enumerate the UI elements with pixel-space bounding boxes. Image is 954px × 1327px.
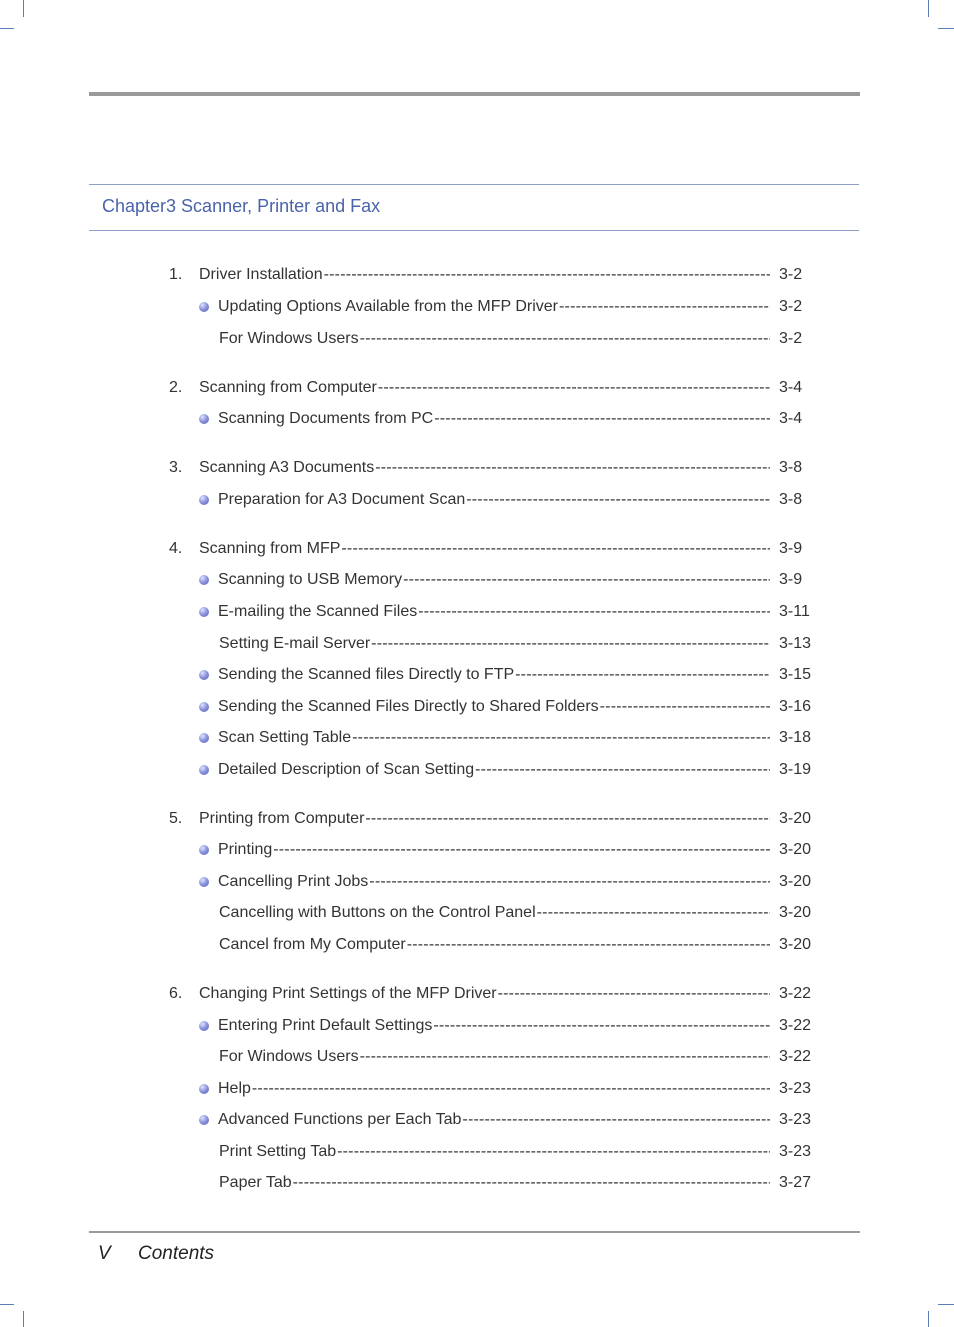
toc-entry-title: Changing Print Settings of the MFP Driver bbox=[199, 985, 497, 1002]
toc-dot-leader bbox=[273, 840, 770, 860]
toc-dot-leader bbox=[537, 903, 770, 923]
toc-dot-leader bbox=[252, 1079, 770, 1099]
toc-entry-title: Preparation for A3 Document Scan bbox=[218, 491, 466, 508]
toc-entry-title: Scan Setting Table bbox=[218, 729, 352, 746]
footer-label: Contents bbox=[138, 1243, 215, 1264]
toc-dot-leader bbox=[365, 809, 770, 829]
toc-entry-title: Entering Print Default Settings bbox=[218, 1017, 433, 1034]
toc-dot-leader bbox=[600, 697, 770, 717]
toc-dot-leader bbox=[371, 634, 770, 654]
toc-entry[interactable] bbox=[169, 539, 813, 559]
toc-dot-leader bbox=[360, 329, 770, 349]
toc-entry-title: Help bbox=[218, 1080, 251, 1097]
toc-entry-title: E-mailing the Scanned Files bbox=[218, 603, 418, 620]
toc-entry-title: Print Setting Tab bbox=[219, 1143, 337, 1160]
toc-dot-leader bbox=[324, 265, 770, 285]
toc-entry-title: Cancelling Print Jobs bbox=[218, 873, 369, 890]
toc-entry-page: 3-23 bbox=[779, 1143, 812, 1160]
toc-entry[interactable] bbox=[219, 1173, 813, 1193]
footer-rule bbox=[89, 1231, 860, 1233]
toc-dot-leader bbox=[337, 1142, 770, 1162]
toc-dot-leader bbox=[378, 378, 770, 398]
toc-entry-page: 3-13 bbox=[779, 635, 812, 652]
footer-page-number: V bbox=[98, 1243, 111, 1264]
toc-entry[interactable] bbox=[169, 458, 813, 478]
bullet-icon bbox=[199, 1021, 209, 1031]
toc-entry-title: Printing from Computer bbox=[199, 810, 365, 827]
bullet-icon bbox=[199, 1084, 209, 1094]
toc-entry-title: Scanning from Computer bbox=[199, 379, 377, 396]
toc-entry-page: 3-4 bbox=[779, 410, 803, 427]
toc-entry-title: Paper Tab bbox=[219, 1174, 292, 1191]
toc-entry[interactable] bbox=[169, 809, 813, 829]
toc-dot-leader bbox=[369, 872, 770, 892]
toc-entry[interactable] bbox=[219, 935, 813, 955]
toc-entry-page: 3-23 bbox=[779, 1111, 812, 1128]
toc-entry-page: 3-18 bbox=[779, 729, 812, 746]
toc-dot-leader bbox=[418, 602, 770, 622]
bullet-icon bbox=[199, 302, 209, 312]
toc-entry[interactable] bbox=[199, 697, 813, 717]
bullet-icon bbox=[199, 607, 209, 617]
toc-entry-page: 3-20 bbox=[779, 810, 812, 827]
toc-entry-title: Sending the Scanned Files Directly to Shared Folders bbox=[218, 698, 599, 715]
toc-entry-title: Scanning from MFP bbox=[199, 540, 341, 557]
toc-entry-page: 3-8 bbox=[779, 491, 803, 508]
bullet-icon bbox=[199, 495, 209, 505]
toc-entry-page: 3-20 bbox=[779, 936, 812, 953]
toc-entry[interactable] bbox=[199, 665, 813, 685]
toc-entry[interactable] bbox=[169, 984, 813, 1004]
toc-entry[interactable] bbox=[169, 265, 813, 285]
bullet-icon bbox=[199, 575, 209, 585]
toc-entry[interactable] bbox=[199, 602, 813, 622]
toc-entry-page: 3-2 bbox=[779, 298, 803, 315]
bullet-icon bbox=[199, 733, 209, 743]
chapter-title: Chapter3 Scanner, Printer and Fax bbox=[102, 196, 381, 216]
toc-dot-leader bbox=[375, 458, 770, 478]
toc-dot-leader bbox=[515, 665, 770, 685]
toc-entry-number: 3. bbox=[169, 459, 183, 476]
toc-entry[interactable] bbox=[219, 1047, 813, 1067]
toc-entry-title: Updating Options Available from the MFP Driver bbox=[218, 298, 559, 315]
toc-entry-title: Advanced Functions per Each Tab bbox=[218, 1111, 462, 1128]
toc-entry-title: Driver Installation bbox=[199, 266, 323, 283]
toc-entry-page: 3-15 bbox=[779, 666, 812, 683]
toc-dot-leader bbox=[466, 490, 770, 510]
toc-entry-page: 3-9 bbox=[779, 571, 803, 588]
toc-entry[interactable] bbox=[199, 409, 813, 429]
toc-dot-leader bbox=[407, 935, 770, 955]
toc-entry[interactable] bbox=[199, 490, 813, 510]
toc-entry[interactable] bbox=[199, 1110, 813, 1130]
toc-entry-number: 6. bbox=[169, 985, 183, 1002]
toc-entry-page: 3-20 bbox=[779, 841, 812, 858]
toc-entry[interactable] bbox=[169, 378, 813, 398]
toc-dot-leader bbox=[559, 297, 770, 317]
toc-entry-title: For Windows Users bbox=[219, 330, 359, 347]
bullet-icon bbox=[199, 1115, 209, 1125]
toc-entry-page: 3-19 bbox=[779, 761, 812, 778]
toc-entry[interactable] bbox=[199, 297, 813, 317]
toc-entry-page: 3-11 bbox=[779, 603, 810, 620]
toc-entry-page: 3-27 bbox=[779, 1174, 812, 1191]
bullet-icon bbox=[199, 702, 209, 712]
toc-entry-title: Scanning A3 Documents bbox=[199, 459, 375, 476]
toc-entry-page: 3-2 bbox=[779, 266, 803, 283]
toc-entry[interactable] bbox=[199, 872, 813, 892]
toc-entry-number: 1. bbox=[169, 266, 183, 283]
toc-entry[interactable] bbox=[199, 1016, 813, 1036]
toc-entry[interactable] bbox=[199, 1079, 813, 1099]
toc-entry-title: Cancelling with Buttons on the Control Panel bbox=[219, 904, 536, 921]
toc-entry[interactable] bbox=[219, 634, 813, 654]
toc-dot-leader bbox=[360, 1047, 770, 1067]
toc-entry-number: 4. bbox=[169, 540, 183, 557]
toc-entry-page: 3-8 bbox=[779, 459, 803, 476]
toc-dot-leader bbox=[498, 984, 770, 1004]
bullet-icon bbox=[199, 765, 209, 775]
toc-entry-title: Scanning Documents from PC bbox=[218, 410, 434, 427]
toc-dot-leader bbox=[475, 760, 770, 780]
toc-dot-leader bbox=[433, 1016, 770, 1036]
toc-entry-page: 3-23 bbox=[779, 1080, 812, 1097]
toc-entry-page: 3-4 bbox=[779, 379, 803, 396]
bullet-icon bbox=[199, 414, 209, 424]
bullet-icon bbox=[199, 670, 209, 680]
toc-entry-title: Detailed Description of Scan Setting bbox=[218, 761, 475, 778]
toc-entry-title: For Windows Users bbox=[219, 1048, 359, 1065]
toc-entry-page: 3-2 bbox=[779, 330, 803, 347]
toc-entry-number: 5. bbox=[169, 810, 183, 827]
toc-entry[interactable] bbox=[219, 1142, 813, 1162]
toc-dot-leader bbox=[341, 539, 770, 559]
toc-dot-leader bbox=[403, 570, 770, 590]
toc-entry-title: Cancel from My Computer bbox=[219, 936, 406, 953]
toc-entry-title: Sending the Scanned files Directly to FTP bbox=[218, 666, 515, 683]
toc-entry-title: Printing bbox=[218, 841, 273, 858]
toc-entry-page: 3-20 bbox=[779, 904, 812, 921]
toc-entry[interactable] bbox=[199, 840, 813, 860]
toc-entry[interactable] bbox=[199, 760, 813, 780]
toc-entry[interactable] bbox=[199, 570, 813, 590]
toc-entry[interactable] bbox=[199, 728, 813, 748]
toc-entry-title: Setting E-mail Server bbox=[219, 635, 371, 652]
toc-entry[interactable] bbox=[219, 903, 813, 923]
toc-entry-page: 3-9 bbox=[779, 540, 803, 557]
toc-entry-page: 3-22 bbox=[779, 985, 812, 1002]
toc-dot-leader bbox=[293, 1173, 770, 1193]
toc-entry-page: 3-16 bbox=[779, 698, 812, 715]
toc-entry-number: 2. bbox=[169, 379, 183, 396]
bullet-icon bbox=[199, 845, 209, 855]
toc-entry-page: 3-20 bbox=[779, 873, 812, 890]
toc-entry-page: 3-22 bbox=[779, 1048, 812, 1065]
toc-dot-leader bbox=[352, 728, 770, 748]
toc-dot-leader bbox=[462, 1110, 770, 1130]
toc-entry-title: Scanning to USB Memory bbox=[218, 571, 403, 588]
toc-entry-page: 3-22 bbox=[779, 1017, 812, 1034]
toc-dot-leader bbox=[434, 409, 770, 429]
bullet-icon bbox=[199, 877, 209, 887]
toc-entry[interactable] bbox=[219, 329, 813, 349]
